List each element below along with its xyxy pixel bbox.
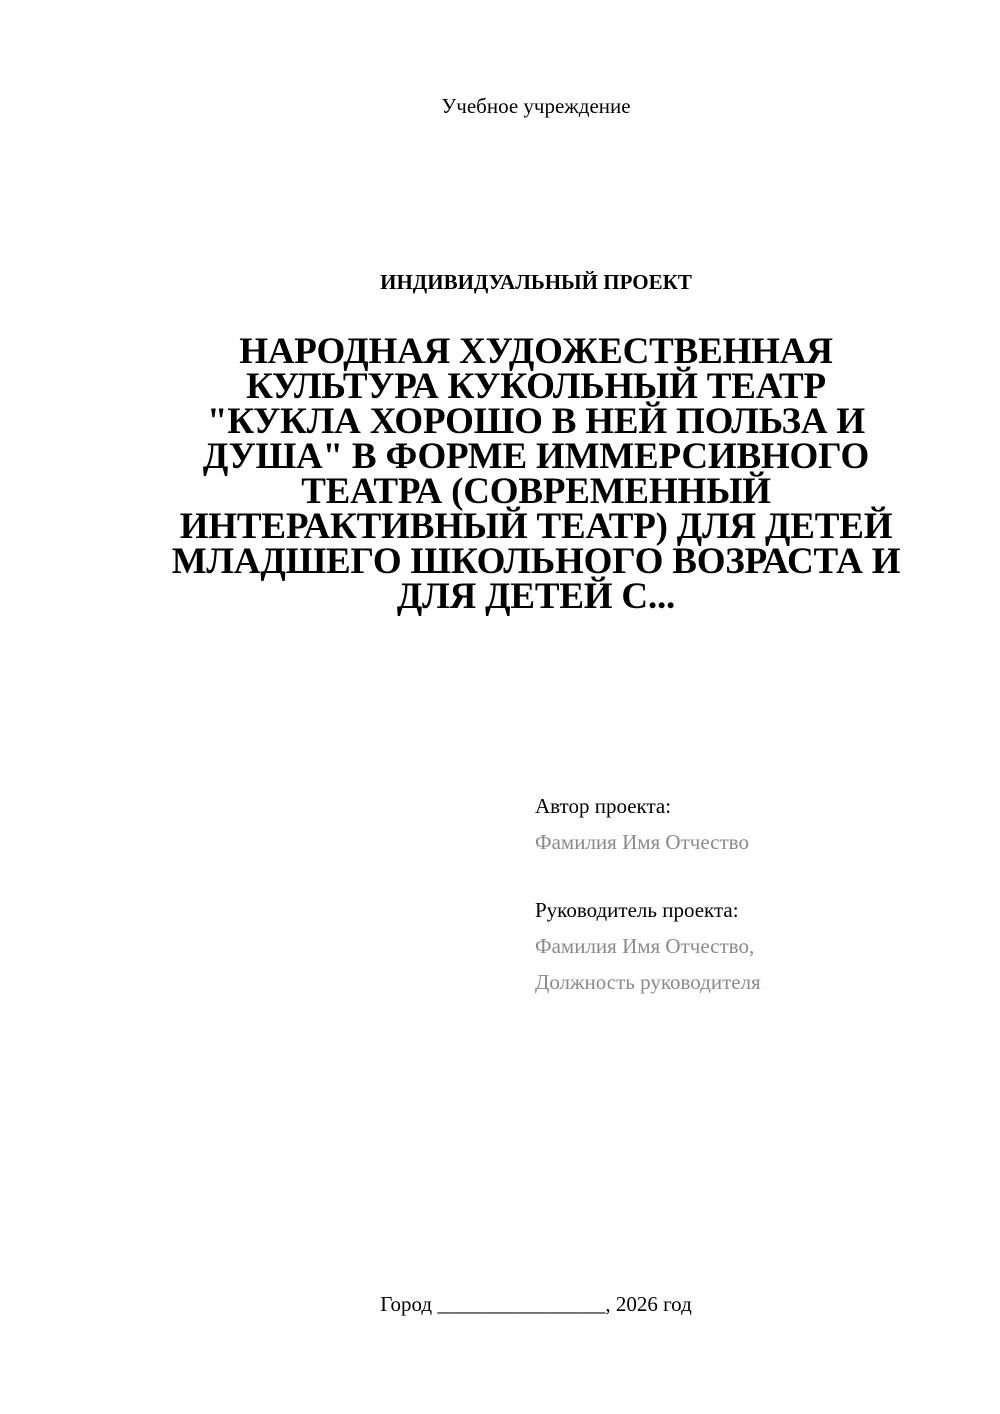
supervisor-position-placeholder: Должность руководителя	[535, 970, 761, 994]
title-line: ТЕАТРА (СОВРЕМЕННЫЙ	[301, 471, 771, 512]
author-name-placeholder: Фамилия Имя Отчество	[535, 830, 749, 854]
supervisor-name-placeholder: Фамилия Имя Отчество,	[535, 934, 755, 958]
title-line: ДУША" В ФОРМЕ ИММЕРСИВНОГО	[202, 436, 870, 477]
city-year-line: Город ________________, 2026 год	[380, 1292, 692, 1316]
project-title	[130, 331, 942, 617]
document-type: ИНДИВИДУАЛЬНЫЙ ПРОЕКТ	[380, 270, 692, 294]
title-line: МЛАДШЕГО ШКОЛЬНОГО ВОЗРАСТА И	[171, 541, 901, 582]
title-line: НАРОДНАЯ ХУДОЖЕСТВЕННАЯ	[239, 331, 833, 372]
title-line: ИНТЕРАКТИВНЫЙ ТЕАТР) ДЛЯ ДЕТЕЙ	[179, 506, 893, 547]
title-line: "КУКЛА ХОРОШО В НЕЙ ПОЛЬЗА И	[206, 401, 866, 442]
title-line: ДЛЯ ДЕТЕЙ С...	[396, 576, 676, 617]
institution-name: Учебное учреждение	[441, 94, 631, 118]
title-line: КУЛЬТУРА КУКОЛЬНЫЙ ТЕАТР	[246, 366, 826, 407]
credits-spacer	[535, 860, 955, 892]
credits-block	[535, 788, 955, 1000]
author-label: Автор проекта:	[535, 794, 672, 818]
supervisor-label: Руководитель проекта:	[535, 898, 739, 922]
